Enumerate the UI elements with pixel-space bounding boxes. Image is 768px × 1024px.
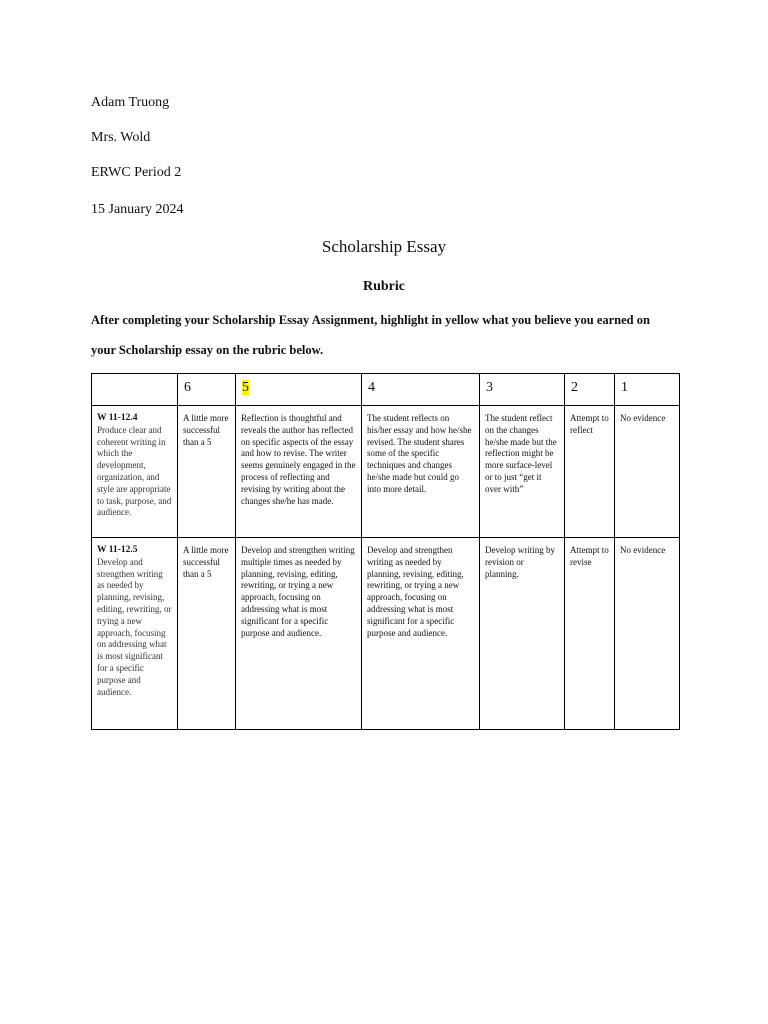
document-date: 15 January 2024 xyxy=(91,202,184,217)
instruction-line-1: After completing your Scholarship Essay Assignment, highlight in yellow what you believe you earned on xyxy=(91,313,650,327)
rubric-cell-3: The student reflect on the changes he/she made but the reflection might be more surface-level or to just “get it over with” xyxy=(480,406,565,538)
teacher-name: Mrs. Wold xyxy=(91,130,151,145)
standard-code: W 11-12.5 xyxy=(97,545,138,555)
highlighted-score: 5 xyxy=(242,380,249,395)
student-name: Adam Truong xyxy=(91,95,170,110)
rubric-table xyxy=(91,373,680,730)
rubric-cell-4: The student reflects on his/her essay and how he/she revised. The student shares some of the specific techniques and changes he/she made but could go into more detail. xyxy=(362,406,480,538)
rubric-corner-cell xyxy=(92,374,178,406)
rubric-heading: Rubric xyxy=(363,279,405,294)
rubric-cell-2: Attempt to reflect xyxy=(565,406,615,538)
rubric-row xyxy=(92,538,680,730)
standard-code: W 11-12.4 xyxy=(97,413,138,423)
rubric-cell-6: A little more successful than a 5 xyxy=(178,538,236,730)
instruction-line-2: your Scholarship essay on the rubric below. xyxy=(91,343,324,357)
score-header-5 xyxy=(236,374,362,406)
rubric-cell-3: Develop writing by revision or planning. xyxy=(480,538,565,730)
rubric-cell-1: No evidence xyxy=(615,406,680,538)
standard-description: Produce clear and coherent writing in which the development, organization, and style are appropriate to task, purpose, and audience. xyxy=(97,424,172,518)
class-period: ERWC Period 2 xyxy=(91,165,182,180)
standard-cell xyxy=(92,538,178,730)
score-header-3: 3 xyxy=(480,374,565,406)
rubric-cell-2: Attempt to revise xyxy=(565,538,615,730)
score-header-4: 4 xyxy=(362,374,480,406)
rubric-cell-1: No evidence xyxy=(615,538,680,730)
rubric-cell-5: Reflection is thoughtful and reveals the author has reflected on specific aspects of the essay and how to revise. The writer seems genuinely engaged in the process of reflecting and revising by writing about the changes she/he has made. xyxy=(236,406,362,538)
rubric-header-row xyxy=(92,374,680,406)
score-header-1: 1 xyxy=(615,374,680,406)
rubric-row xyxy=(92,406,680,538)
standard-cell xyxy=(92,406,178,538)
rubric-cell-4: Develop and strengthen writing as needed by planning, revising, editing, rewriting, or trying a new approach, focusing on addressing what is most significant for a specific purpose and audience. xyxy=(362,538,480,730)
score-header-6: 6 xyxy=(178,374,236,406)
rubric-cell-5: Develop and strengthen writing multiple times as needed by planning, revising, editing, rewriting, or trying a new approach, focusing on addressing what is most significant for a specific purpose and audience. xyxy=(236,538,362,730)
rubric-cell-6: A little more successful than a 5 xyxy=(178,406,236,538)
standard-description: Develop and strengthen writing as needed by planning, revising, editing, rewriting, or trying a new approach, focusing on addressing what is most significant for a specific purpose and audience. xyxy=(97,556,172,697)
document-title: Scholarship Essay xyxy=(321,237,447,256)
score-header-2: 2 xyxy=(565,374,615,406)
